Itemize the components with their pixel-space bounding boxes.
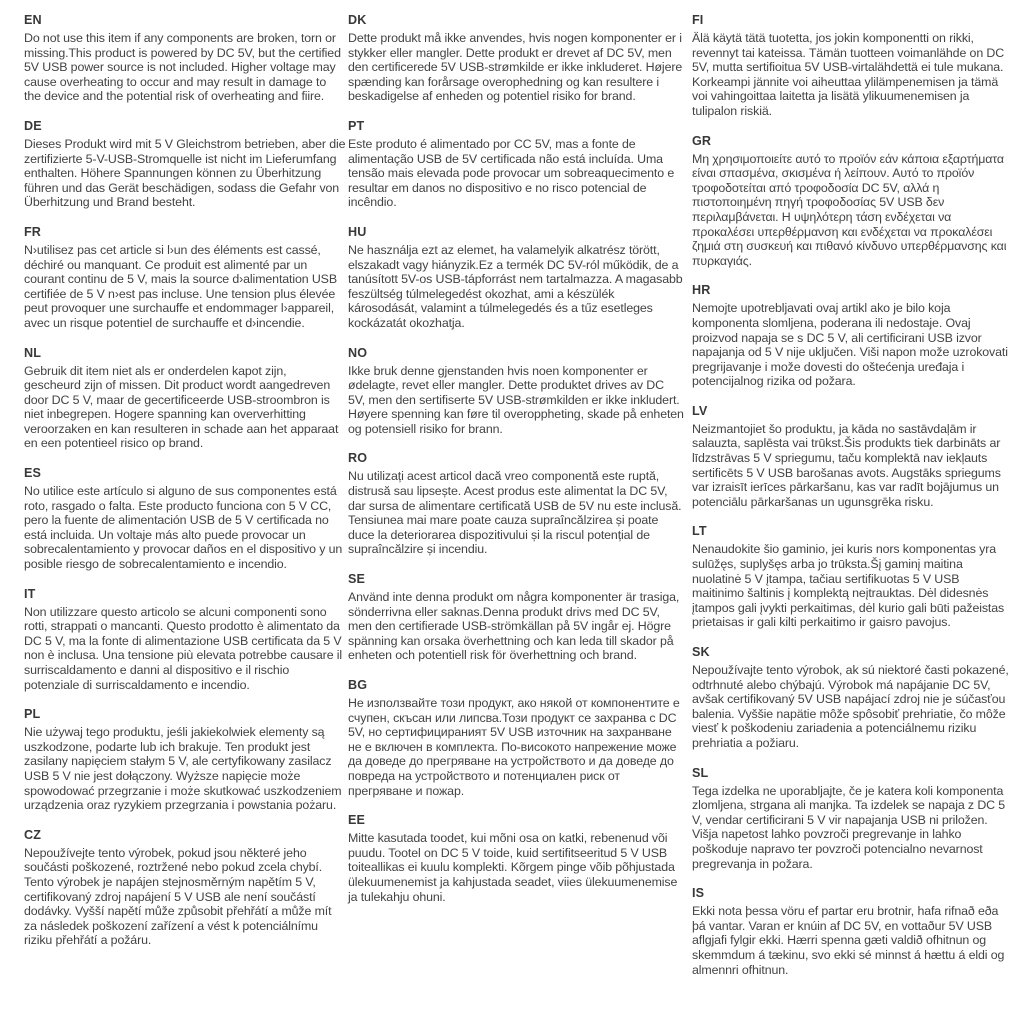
language-section-lt — [692, 524, 1009, 630]
language-text-en: Do not use this item if any components are broken, torn or missing.This product is powered by DC 5V, but the certified 5V USB power source is not included. Higher voltage may cause overheating to occur and may result in damage to the device and the potential risk of overheating and fiire. — [24, 31, 341, 104]
language-code-hu: HU — [348, 224, 367, 239]
language-section-hr — [692, 283, 1009, 389]
language-code-bg: BG — [348, 678, 368, 692]
language-code-sl: SL — [692, 765, 709, 780]
language-code-is: IS — [692, 886, 705, 901]
language-code-pt: PT — [348, 118, 365, 133]
language-section-bg — [348, 678, 684, 798]
language-text-ee: Mitte kasutada toodet, kui mõni osa on katki, rebenenud või puudu. Tootel on DC 5 V toide, kuid sertifitseeritud 5 V USB toiteallikas ei kuulu komplekti. Kõrgem pinge võib põhjustada ülekuumenemist ja kahjustada seadet, viies ülekuumenemise ja tulekahju ohuni. — [348, 831, 678, 904]
language-code-gr: GR — [692, 133, 712, 148]
language-section-hu — [348, 225, 684, 331]
language-section-pl — [24, 707, 346, 813]
language-code-cz: CZ — [24, 827, 41, 842]
language-section-sl — [692, 766, 1009, 872]
language-text-it: Non utilizzare questo articolo se alcuni componenti sono rotti, strappati o mancanti. Questo prodotto è alimentato da DC 5 V, ma la fonte di alimentazione USB certificata da 5 V non è inclusa. Una tensione più elevata potrebbe causare il surriscaldamento e danni al dispositivo e il rischio potenziale di surriscaldamento e incendio. — [24, 604, 343, 692]
language-section-sk — [692, 645, 1009, 751]
language-text-fr: N›utilisez pas cet article si l›un des éléments est cassé, déchiré ou manquant. Ce produit est alimenté par un courant continu de 5 V, mais la source d›alimentation USB certifiée de 5 V n›est pas incluse. Une tension plus élevée peut provoquer une surchauffe et endommager l›appareil, avec un risque potentiel de surchauffe et d›incendie. — [24, 242, 337, 330]
language-text-is: Ekki nota þessa vöru ef partar eru brotnir, hafa rifnað eða þá vantar. Varan er knúin af DC 5V, en vottaður 5V USB aflgjafi fylgir ekki. Hærri spenna gæti valdið ofhitnun og skemmdum á tækinu, svo ekki sé minnst á hættu á eldi og almennri ofhitnun. — [692, 904, 1005, 977]
language-section-is — [692, 886, 1009, 977]
language-code-no: NO — [348, 345, 368, 360]
language-text-hu: Ne használja ezt az elemet, ha valamelyik alkatrész törött, elszakadt vagy hiányzik.Ez a termék DC 5V-ról működik, de a tanúsított 5V-os USB-tápforrást nem tartalmazza. A magasabb feszültség túlmelegedést okozhat, ami a készülék károsodását, valamint a túlmelegedés és a tűz esetleges kockázatát okozhatja. — [348, 242, 683, 330]
language-section-pt — [348, 119, 684, 210]
language-text-de: Dieses Produkt wird mit 5 V Gleichstrom betrieben, aber die zertifizierte 5-V-USB-Stromquelle ist nicht im Lieferumfang enthalten. Höhere Spannungen können zu Überhitzung führen und das Gerät beschädigen, sodass die Gefahr von Überhitzung und Brand besteht. — [24, 136, 346, 210]
language-section-dk — [348, 13, 684, 104]
language-code-pl: PL — [24, 707, 41, 722]
language-code-se: SE — [348, 572, 365, 587]
language-code-nl: NL — [24, 345, 41, 360]
column-2 — [348, 13, 684, 919]
language-code-es: ES — [24, 466, 41, 481]
language-section-it — [24, 587, 346, 693]
language-text-se: Använd inte denna produkt om några komponenter är trasiga, sönderrivna eller saknas.Denna produkt drivs med DC 5V, men den certifierade USB-strömkällan på 5V ingår ej. Högre spänning kan orsaka överhettning och kan leda till skador på enheten och potentiell risk för överhettning och brand. — [348, 590, 680, 663]
language-code-fi: FI — [692, 13, 704, 27]
language-code-it: IT — [24, 586, 36, 601]
language-section-se — [348, 572, 684, 663]
language-code-sk: SK — [692, 645, 710, 659]
language-code-fr: FR — [24, 224, 41, 239]
language-section-es — [24, 466, 346, 572]
language-code-ro: RO — [348, 451, 368, 466]
language-text-sk: Nepoužívajte tento výrobok, ak sú niektoré časti pokazené, odtrhnuté alebo chýbajú. Výrobok má napájanie DC 5V, avšak certifikovaný 5V USB napájací zdroj nie je súčasťou balenia. Vyššie napätie môže spôsobiť prehriatie, čo môže viesť k poškodeniu zariadenia a potenciálnemu riziku prehriatia a požiaru. — [692, 663, 1009, 750]
language-text-cz: Nepoužívejte tento výrobek, pokud jsou některé jeho součásti poškozené, roztržené nebo pokud zcela chybí. Tento výrobek je napájen stejnosměrným napětím 5 V, certifikovaný zdroj napájení 5 V USB ale není součástí dodávky. Vyšší napětí může způsobit přehřátí a může mít za následek poškození zařízení a vést k potenciálnímu riziku přehřátí a požáru. — [24, 845, 332, 948]
language-text-es: No utilice este artículo si alguno de sus componentes está roto, rasgado o falta. Este producto funciona con 5 V CC, pero la fuente de alimentación USB de 5 V certificada no está incluida. Un voltaje más alto puede provocar un sobrecalentamiento y provocar daños en el dispositivo y un posible riesgo de sobrecalentamiento e incendio. — [24, 484, 343, 572]
language-text-sl: Tega izdelka ne uporabljajte, če je katera koli komponenta zlomljena, strgana ali manjka. Ta izdelek se napaja z DC 5 V, vendar certificirani 5 V vir napajanja USB ni priložen. Višja napetost lahko povzroči pregrevanje in lahko poškoduje napravo ter povzroči potencialno nevarnost pregrevanja in požara. — [692, 783, 1006, 871]
language-section-fr — [24, 225, 346, 331]
language-text-no: Ikke bruk denne gjenstanden hvis noen komponenter er ødelagte, revet eller mangler. Dette produktet drives av DC 5V, men den sertifiserte 5V USB-strømkilden er ikke inkludert. Høyere spenning kan føre til overoppheting, skade på enheten og potensiell risiko for brann. — [348, 363, 684, 436]
language-text-pt: Este produto é alimentado por CC 5V, mas a fonte de alimentação USB de 5V certificada não está incluída. Uma tensão mais elevada pode provocar um sobreaquecimento e resultar em danos no dispositivo e no risco potencial de incêndio. — [348, 136, 675, 210]
language-section-ee — [348, 813, 684, 904]
language-section-ro — [348, 451, 684, 557]
column-3 — [692, 13, 1009, 992]
language-code-ee: EE — [348, 813, 365, 828]
language-section-cz — [24, 828, 346, 948]
language-text-gr: Μη χρησιμοποιείτε αυτό το προϊόν εάν κάποια εξαρτήματα είναι σπασμένα, σκισμένα ή λείπουν. Αυτό το προϊόν τροφοδοτείται από τροφοδοσία DC 5V, αλλά η πιστοποιημένη πηγή τροφοδοσίας 5V USB δεν περιλαμβάνεται. Η υψηλότερη τάση ενδέχεται να προκαλέσει υπερθέρμανση και ενδέχεται να προκαλέσει ζημιά στη συσκευή και πιθανό κίνδυνο υπερθέρμανσης και πυρκαγιάς. — [692, 151, 1007, 268]
language-text-lv: Neizmantojiet šo produktu, ja kāda no sastāvdaļām ir salauzta, saplēsta vai trūkst.Šis produkts tiek darbināts ar līdzstrāvas 5 V spriegumu, taču komplektā nav iekļauts sertificēts 5 V USB barošanas avots. Augstāks spriegums var izraisīt ierīces pārkaršanu, kas var radīt bojājumus un potenciālu pārkaršanas un ugunsgrēka risku. — [692, 421, 1001, 509]
language-code-lv: LV — [692, 403, 708, 418]
language-section-en — [24, 13, 346, 104]
language-text-hr: Nemojte upotrebljavati ovaj artikl ako je bilo koja komponenta slomljena, poderana ili nedostaje. Ovaj proizvod napaja se s DC 5 V, ali certificirani USB izvor napajanja od 5 V nije uključen. Viši napon može uzrokovati pregrijavanje i može dovesti do oštećenja uređaja i potencijalnog rizika od požara. — [692, 301, 1008, 389]
column-1 — [24, 13, 346, 963]
language-code-hr: HR — [692, 283, 711, 298]
language-section-nl — [24, 346, 346, 452]
language-text-ro: Nu utilizați acest articol dacă vreo componentă este ruptă, distrusă sau lipsește. Acest produs este alimentat la DC 5V, dar sursa de alimentare certificată USB de 5V nu este inclusă. Tensiunea mai mare poate cauza supraîncălzirea și poate duce la deteriorarea dispozitivului și la riscul potențial de supraîncălzire și incendiu. — [348, 469, 682, 557]
language-code-de: DE — [24, 118, 42, 133]
language-text-pl: Nie używaj tego produktu, jeśli jakiekolwiek elementy są uszkodzone, podarte lub ich brakuje. Ten produkt jest zasilany napięciem stałym 5 V, ale certyfikowany zasilacz USB 5 V nie jest dołączony. Wyższe napięcie może spowodować przegrzanie i może skutkować uszkodzeniem urządzenia oraz ryzykiem przegrzania i powstania pożaru. — [24, 725, 342, 813]
language-text-lt: Nenaudokite šio gaminio, jei kuris nors komponentas yra sulūžęs, suplyšęs arba jo trūksta.Šį gaminį maitina nuolatinė 5 V įtampa, tačiau sertifikuotas 5 V USB maitinimo šaltinis į komplektą neįtrauktas. Dėl didesnės įtampos gali įvykti perkaitimas, dėl kurio gali būti pažeistas prietaisas ir gali kilti perkaitimo ir gaisro pavojus. — [692, 542, 1005, 630]
language-text-fi: Älä käytä tätä tuotetta, jos jokin komponentti on rikki, revennyt tai kateissa. Tämän tuotteen voimanlähde on DC 5V, mutta sertifioitua 5V USB-virtalähdettä ei tule mukana. Korkeampi jännite voi aiheuttaa ylilämpenemisen ja tämä voi vahingoittaa laitetta ja lisätä ylikuumenemisen ja tulipalon riskiä. — [692, 31, 1005, 118]
language-section-de — [24, 119, 346, 210]
language-code-en: EN — [24, 13, 42, 27]
language-code-lt: LT — [692, 524, 707, 539]
language-text-nl: Gebruik dit item niet als er onderdelen kapot zijn, gescheurd zijn of missen. Dit product wordt aangedreven door DC 5 V, maar de gecertificeerde USB-stroombron is niet inbegrepen. Hogere spanning kan oververhitting veroorzaken en kan resulteren in schade aan het apparaat en een potentieel risico op brand. — [24, 363, 339, 451]
language-text-bg: Не използвайте този продукт, ако някой от компонентите е счупен, скъсан или липсва.Този продукт се захранва с DC 5V, но сертифицираният 5V USB източник на захранване не е включен в комплекта. По-високото напрежение може да доведе до прегряване на устройството и да доведе до повреда на устройството и потенциален риск от прегряване и пожар. — [348, 696, 680, 798]
language-section-lv — [692, 404, 1009, 510]
language-section-gr — [692, 134, 1009, 269]
language-section-fi — [692, 13, 1009, 119]
language-code-dk: DK — [348, 13, 367, 27]
language-section-no — [348, 346, 684, 437]
language-text-dk: Dette produkt må ikke anvendes, hvis nogen komponenter er i stykker eller mangler. Dette produkt er drevet af DC 5V, men den certificerede 5V USB-strømkilde er ikke inkluderet. Højere spænding kan forårsage overophedning og kan resultere i beskadigelse af enheden og potentiel risiko for brand. — [348, 31, 683, 104]
